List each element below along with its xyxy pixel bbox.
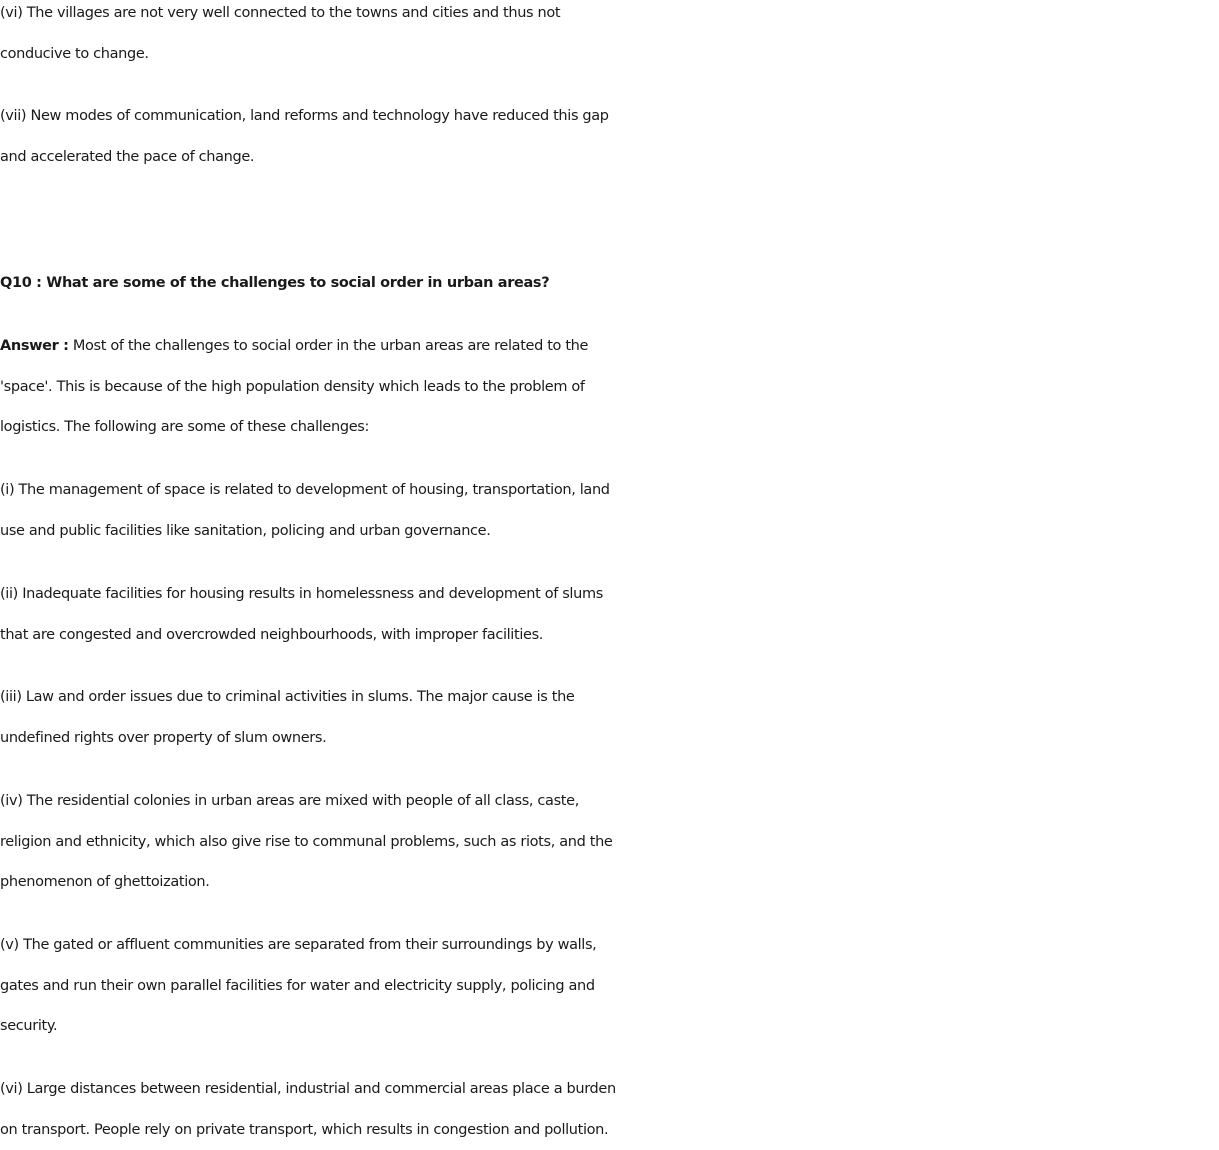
text-line: (iii) Law and order issues due to criminal activities in slums. The major cause is the [0, 677, 1219, 718]
answer-intro [0, 326, 1219, 448]
text-line: (v) The gated or affluent communities are separated from their surroundings by walls, [0, 925, 1219, 966]
text-line: phenomenon of ghettoization. [0, 862, 1219, 903]
text-line: 'space'. This is because of the high population density which leads to the problem of [0, 367, 1219, 408]
answer-point-v [0, 925, 1219, 1047]
text-line: (iv) The residential colonies in urban areas are mixed with people of all class, caste, [0, 781, 1219, 822]
answer-point-vi [0, 1069, 1219, 1150]
question-text: Q10 : What are some of the challenges to social order in urban areas? [0, 263, 1219, 304]
text-line: (vii) New modes of communication, land reforms and technology have reduced this gap [0, 96, 1219, 137]
prev-point-vi [0, 0, 1219, 74]
text-line: that are congested and overcrowded neighbourhoods, with improper facilities. [0, 615, 1219, 656]
text-line: (ii) Inadequate facilities for housing results in homelessness and development of slums [0, 574, 1219, 615]
text-line: on transport. People rely on private transport, which results in congestion and pollution. [0, 1110, 1219, 1150]
text-line: and accelerated the pace of change. [0, 137, 1219, 178]
answer-point-iii [0, 677, 1219, 758]
text-line: security. [0, 1006, 1219, 1047]
text-line: religion and ethnicity, which also give rise to communal problems, such as riots, and the [0, 822, 1219, 863]
answer-point-iv [0, 781, 1219, 903]
answer-point-ii [0, 574, 1219, 655]
prev-point-vii [0, 96, 1219, 177]
text-line: logistics. The following are some of these challenges: [0, 407, 1219, 448]
text-line: Most of the challenges to social order in the urban areas are related to the [69, 338, 588, 354]
text-line: (vi) The villages are not very well connected to the towns and cities and thus not [0, 0, 1219, 34]
question-heading [0, 263, 1219, 304]
text-line: conducive to change. [0, 34, 1219, 75]
text-line: use and public facilities like sanitation, policing and urban governance. [0, 511, 1219, 552]
text-line: (i) The management of space is related to development of housing, transportation, land [0, 470, 1219, 511]
answer-point-i [0, 470, 1219, 551]
text-line: gates and run their own parallel facilities for water and electricity supply, policing and [0, 966, 1219, 1007]
text-line: undefined rights over property of slum owners. [0, 718, 1219, 759]
answer-label: Answer : [0, 338, 69, 354]
text-line: (vi) Large distances between residential, industrial and commercial areas place a burden [0, 1069, 1219, 1110]
